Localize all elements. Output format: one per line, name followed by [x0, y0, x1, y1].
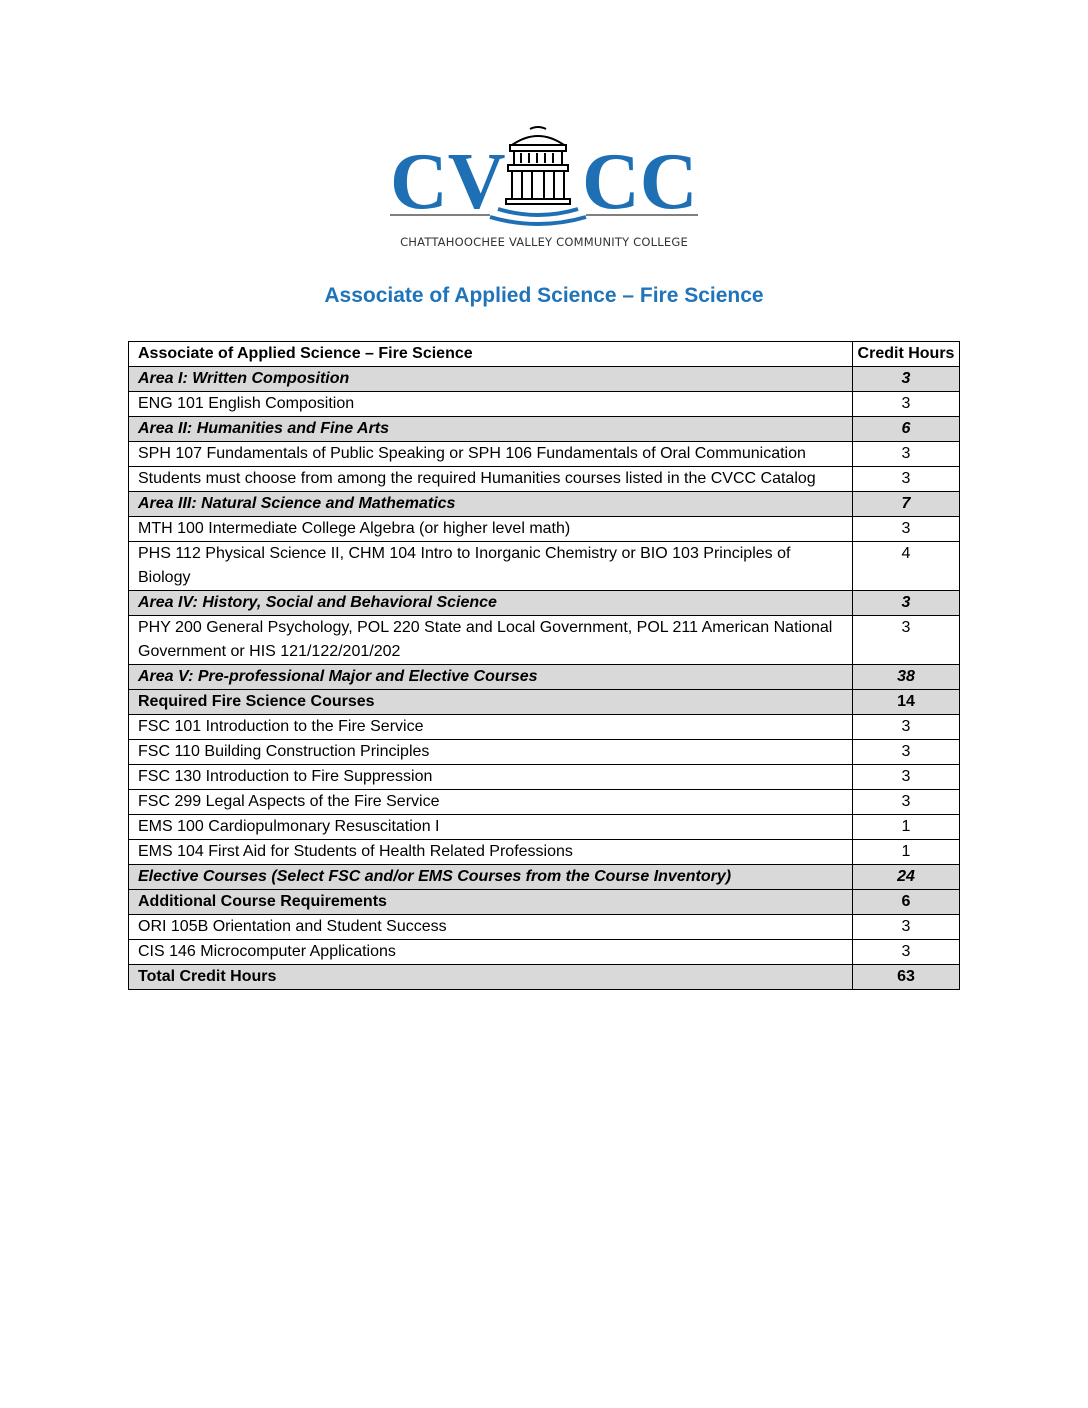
course-cell: FSC 110 Building Construction Principles — [129, 740, 853, 765]
document-title: Associate of Applied Science – Fire Science — [324, 284, 764, 307]
credit-hours-cell: 1 — [853, 840, 960, 865]
table-row — [129, 840, 960, 865]
course-cell: Area I: Written Composition — [129, 367, 853, 392]
table-row — [129, 965, 960, 990]
header-course: Associate of Applied Science – Fire Science — [129, 342, 853, 367]
course-cell: Area III: Natural Science and Mathematics — [129, 492, 853, 517]
credit-hours-cell: 7 — [853, 492, 960, 517]
table-row — [129, 665, 960, 690]
course-cell: ORI 105B Orientation and Student Success — [129, 915, 853, 940]
credit-hours-cell: 3 — [853, 591, 960, 616]
header-credit-hours: Credit Hours — [853, 342, 960, 367]
table-row — [129, 715, 960, 740]
credit-hours-cell: 3 — [853, 740, 960, 765]
table-row — [129, 915, 960, 940]
table-header-row — [129, 342, 960, 367]
table-row — [129, 790, 960, 815]
logo-caption: CHATTAHOOCHEE VALLEY COMMUNITY COLLEGE — [400, 235, 688, 249]
table-row — [129, 890, 960, 915]
credit-hours-cell: 3 — [853, 442, 960, 467]
course-cell: EMS 104 First Aid for Students of Health Related Professions — [129, 840, 853, 865]
course-cell: EMS 100 Cardiopulmonary Resuscitation I — [129, 815, 853, 840]
program-table — [128, 341, 960, 990]
credit-hours-cell: 6 — [853, 890, 960, 915]
rotunda-icon — [506, 127, 570, 204]
course-cell: Elective Courses (Select FSC and/or EMS Courses from the Course Inventory) — [129, 865, 853, 890]
course-cell: Area V: Pre-professional Major and Elective Courses — [129, 665, 853, 690]
table-row — [129, 740, 960, 765]
credit-hours-cell: 38 — [853, 665, 960, 690]
table-row — [129, 591, 960, 616]
table-row — [129, 690, 960, 715]
course-cell: Area IV: History, Social and Behavioral Science — [129, 591, 853, 616]
credit-hours-cell: 3 — [853, 915, 960, 940]
credit-hours-cell: 3 — [853, 765, 960, 790]
table-row — [129, 542, 960, 591]
table-row — [129, 616, 960, 665]
credit-hours-cell: 3 — [853, 467, 960, 492]
table-row — [129, 940, 960, 965]
table-row — [129, 392, 960, 417]
credit-hours-cell: 1 — [853, 815, 960, 840]
course-cell: FSC 299 Legal Aspects of the Fire Service — [129, 790, 853, 815]
credit-hours-cell: 4 — [853, 542, 960, 591]
table-row — [129, 492, 960, 517]
table-row — [129, 865, 960, 890]
course-cell: Required Fire Science Courses — [129, 690, 853, 715]
credit-hours-cell: 3 — [853, 790, 960, 815]
table-row — [129, 517, 960, 542]
credit-hours-cell: 3 — [853, 367, 960, 392]
table-row — [129, 815, 960, 840]
course-cell: CIS 146 Microcomputer Applications — [129, 940, 853, 965]
credit-hours-cell: 3 — [853, 616, 960, 665]
credit-hours-cell: 3 — [853, 940, 960, 965]
table-row — [129, 417, 960, 442]
course-cell: PHS 112 Physical Science II, CHM 104 Intro to Inorganic Chemistry or BIO 103 Principles of Biology — [129, 542, 853, 591]
college-logo — [390, 125, 700, 250]
course-cell: SPH 107 Fundamentals of Public Speaking or SPH 106 Fundamentals of Oral Communication — [129, 442, 853, 467]
credit-hours-cell: 24 — [853, 865, 960, 890]
credit-hours-cell: 3 — [853, 715, 960, 740]
course-cell: FSC 101 Introduction to the Fire Service — [129, 715, 853, 740]
credit-hours-cell: 6 — [853, 417, 960, 442]
course-cell: MTH 100 Intermediate College Algebra (or higher level math) — [129, 517, 853, 542]
table-row — [129, 442, 960, 467]
table-row — [129, 467, 960, 492]
logo-letters-left: CV — [390, 138, 506, 226]
course-cell: FSC 130 Introduction to Fire Suppression — [129, 765, 853, 790]
course-cell: ENG 101 English Composition — [129, 392, 853, 417]
course-cell: Students must choose from among the required Humanities courses listed in the CVCC Catalog — [129, 467, 853, 492]
logo-letters-right: CC — [582, 138, 698, 226]
credit-hours-cell: 3 — [853, 392, 960, 417]
course-cell: Total Credit Hours — [129, 965, 853, 990]
course-cell: Additional Course Requirements — [129, 890, 853, 915]
table-row — [129, 367, 960, 392]
course-cell: PHY 200 General Psychology, POL 220 State and Local Government, POL 211 American National Government or HIS 121/122/201/202 — [129, 616, 853, 665]
credit-hours-cell: 3 — [853, 517, 960, 542]
credit-hours-cell: 63 — [853, 965, 960, 990]
course-cell: Area II: Humanities and Fine Arts — [129, 417, 853, 442]
table-row — [129, 765, 960, 790]
logo-graphic — [390, 125, 700, 230]
credit-hours-cell: 14 — [853, 690, 960, 715]
